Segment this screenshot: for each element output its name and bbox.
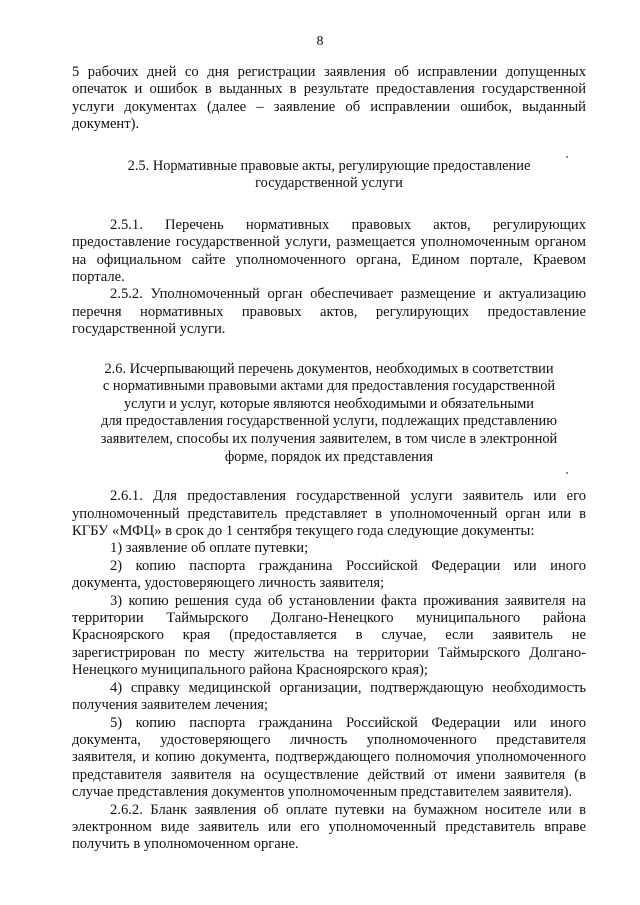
- page-number: 8: [316, 34, 324, 49]
- list-item-2: 2) копию паспорта гражданина Российской Федерации или иного документа, удостоверяющего личность заявителя;: [72, 557, 586, 592]
- heading-2-6-line: 2.6. Исчерпывающий перечень документов, необходимых в соответствии: [104, 360, 554, 377]
- heading-2-6-line: с нормативными правовыми актами для предоставления государственной: [102, 378, 556, 395]
- paragraph-2-5-2: 2.5.2. Уполномоченный орган обеспечивает размещение и актуализацию перечня нормативных правовых актов, регулирующих предоставление государственной услуги.: [72, 286, 586, 338]
- paragraph-2-6-2: 2.6.2. Бланк заявления об оплате путевки на бумажном носителе или в электронном виде заявитель или его уполномоченный представитель вправе получить в уполномоченном органе.: [72, 801, 586, 853]
- heading-2-6-line: услуги и услуг, которые являются необходимыми и обязательными: [123, 395, 535, 412]
- heading-2-6-line: заявителем, способы их получения заявителем, в том числе в электронной: [100, 431, 558, 448]
- scan-speck: [566, 472, 568, 474]
- list-item-3: 3) копию решения суда об установлении факта проживания заявителя на территории Таймырского Долгано-Ненецкого муниципального района Красноярского края (предоставляется в случае, если заявитель не зарегистрирован по месту жительства на территории Таймырского Долгано-Ненецкого муниципального района Красноярского края);: [72, 592, 586, 679]
- list-item-5: 5) копию паспорта гражданина Российской Федерации или иного документа, удостоверяющего личность уполномоченного представителя заявителя, и копию документа, подтверждающего полномочия уполномоченного представителя заявителя на осуществление действий от имени заявителя (в случае представления документов уполномоченным представителем заявителя).: [72, 714, 586, 801]
- paragraph-2-5-1: 2.5.1. Перечень нормативных правовых актов, регулирующих предоставление государственной услуги, размещается уполномоченным органом на официальном сайте уполномоченного органа, Едином портале, Краевом портале.: [72, 216, 586, 286]
- paragraph-2-6-1: 2.6.1. Для предоставления государственной услуги заявитель или его уполномоченный представитель представляет в уполномоченный орган или в КГБУ «МФЦ» в срок до 1 сентября текущего года следующие документы:: [72, 488, 586, 540]
- heading-2-6-line: для предоставления государственной услуги, подлежащих представлению: [101, 413, 557, 430]
- list-item-1: 1) заявление об оплате путевки;: [110, 540, 309, 557]
- section-heading-2-6: [72, 361, 586, 467]
- intro-paragraph: 5 рабочих дней со дня регистрации заявления об исправлении допущенных опечаток и ошибок в выданных в результате предоставления государственной услуги документах (далее – заявление об исправлении ошибок, выданный документ).: [72, 64, 586, 133]
- scan-speck: [566, 156, 568, 158]
- section-heading-2-5: 2.5. Нормативные правовые акты, регулирующие предоставление государственной услуги: [127, 157, 531, 192]
- list-item-4: 4) справку медицинской организации, подтверждающую необходимость получения заявителем лечения;: [72, 679, 586, 714]
- heading-2-6-line: форме, порядок их представления: [224, 448, 434, 465]
- page-content: [72, 64, 586, 854]
